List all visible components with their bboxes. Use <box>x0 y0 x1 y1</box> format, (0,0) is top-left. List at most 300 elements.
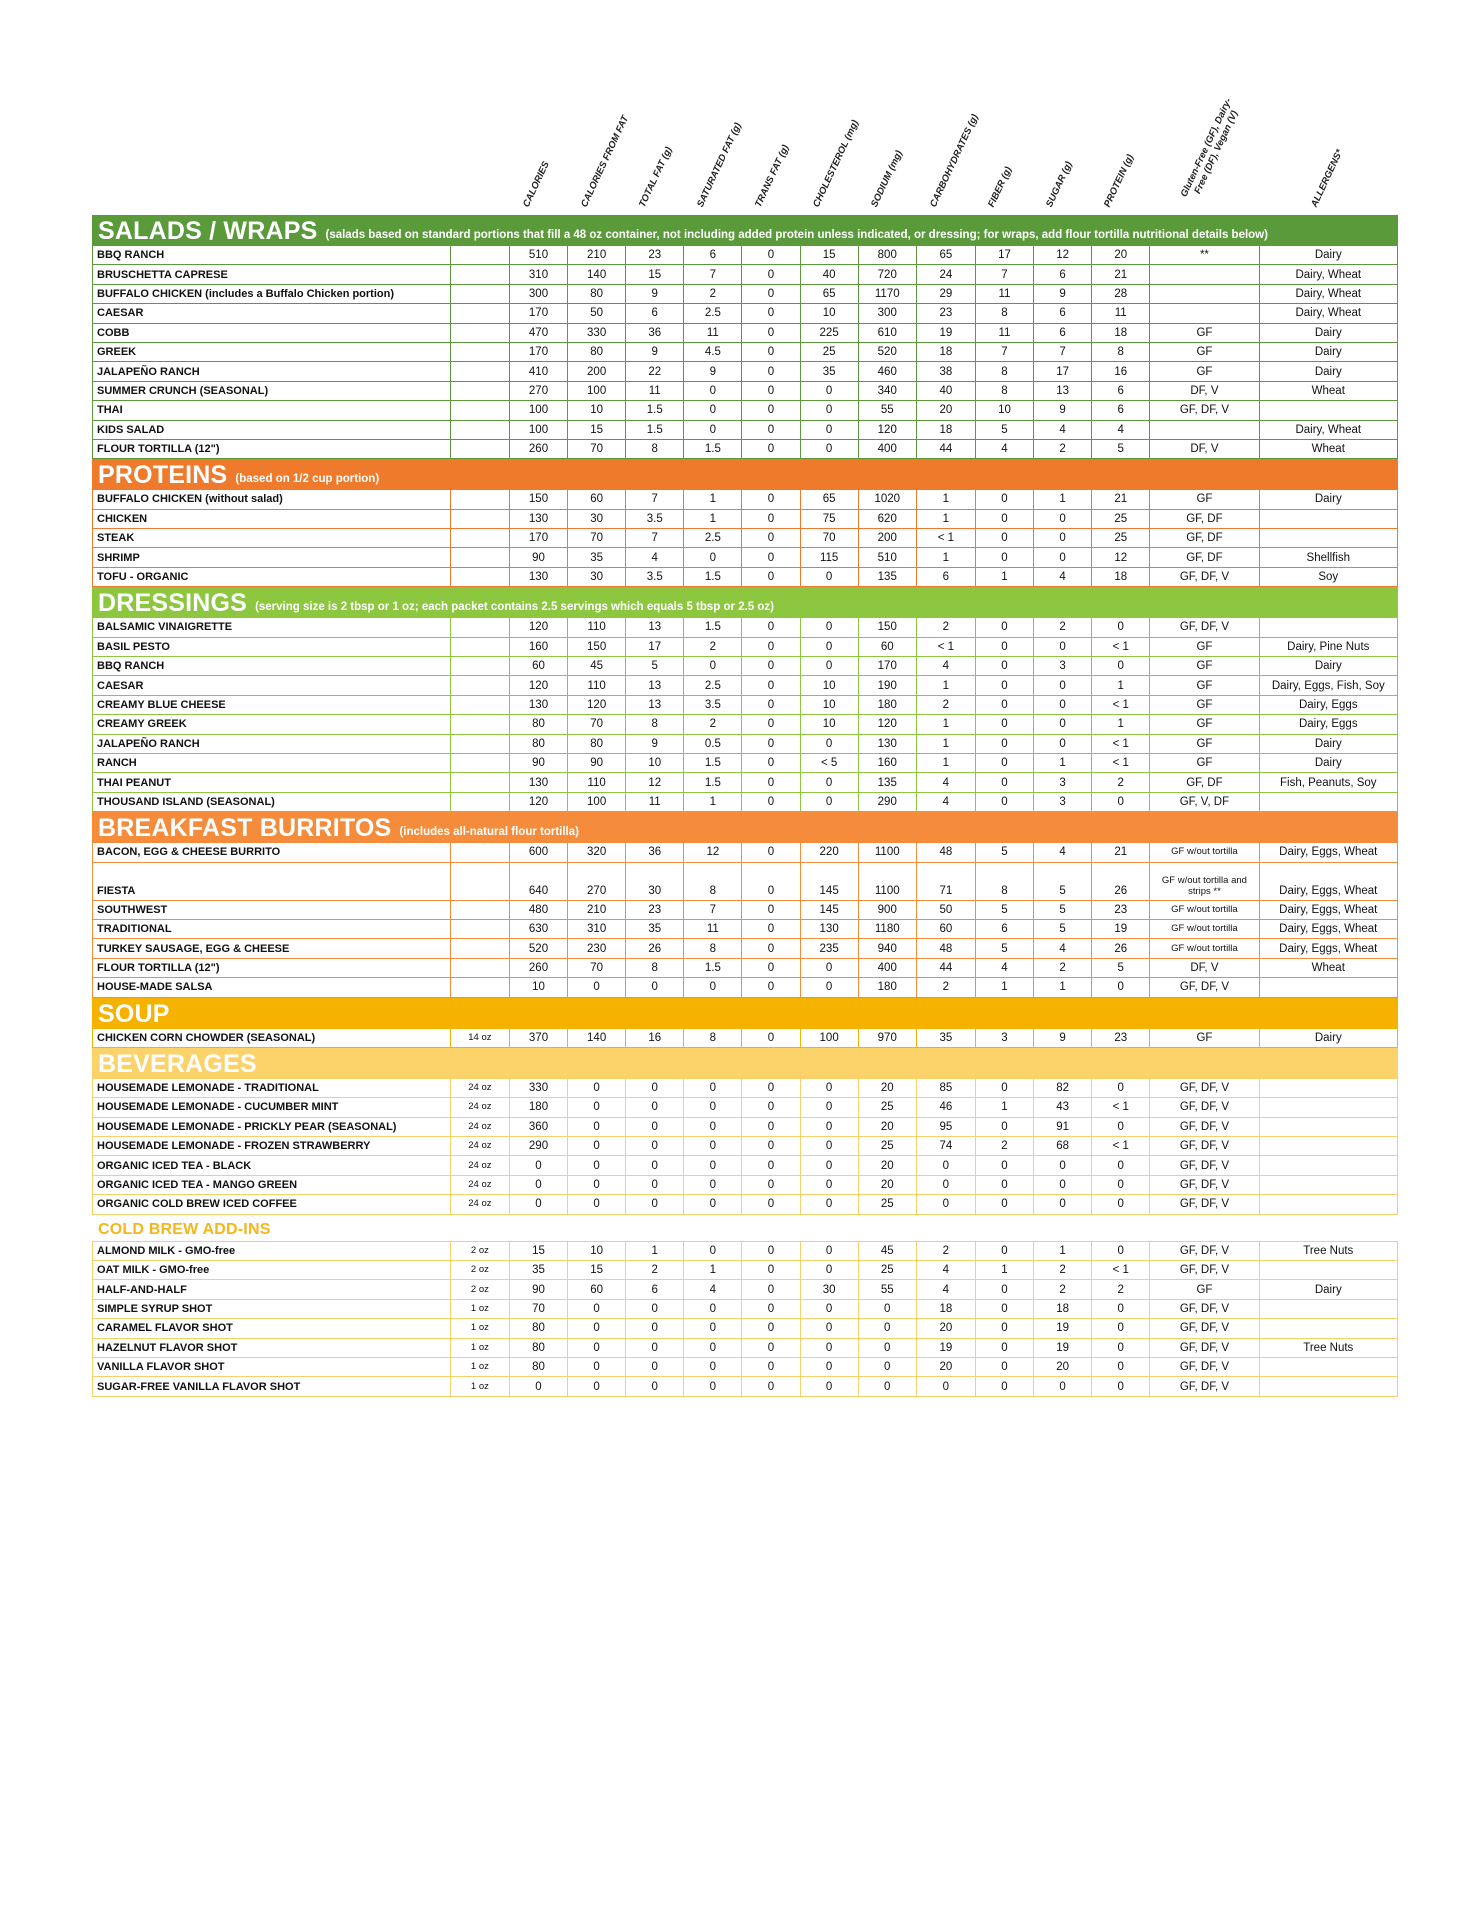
nutrient-value: 230 <box>568 939 626 958</box>
nutrient-value: 80 <box>509 1357 567 1376</box>
nutrient-value: 0 <box>742 1028 800 1047</box>
column-header-label: TRANS FAT (g) <box>753 143 792 209</box>
nutrient-value: 110 <box>568 773 626 792</box>
nutrient-value: 0 <box>568 1175 626 1194</box>
table-row <box>93 1261 1398 1280</box>
allergens: Dairy <box>1259 323 1397 342</box>
nutrient-value: 0 <box>975 1078 1033 1097</box>
table-row <box>93 978 1398 997</box>
item-name: CAESAR <box>93 676 451 695</box>
diet-flags: GF <box>1150 676 1259 695</box>
table-row <box>93 529 1398 548</box>
nutrient-value: 16 <box>626 1028 684 1047</box>
nutrient-value: 0 <box>568 1156 626 1175</box>
nutrient-value: 0 <box>684 1377 742 1396</box>
nutrient-value: 0 <box>626 1137 684 1156</box>
diet-flags: GF, DF, V <box>1150 1195 1259 1214</box>
nutrient-value: 0 <box>1034 1377 1092 1396</box>
nutrient-value: 210 <box>568 246 626 265</box>
nutrition-table <box>92 245 1398 459</box>
nutrient-value: 4.5 <box>684 342 742 361</box>
allergens: Dairy, Eggs, Wheat <box>1259 862 1397 900</box>
nutrient-value: 10 <box>800 695 858 714</box>
nutrient-value: 0 <box>800 978 858 997</box>
nutrition-table <box>92 1241 1398 1397</box>
nutrient-value: 80 <box>509 715 567 734</box>
allergens: Dairy, Wheat <box>1259 265 1397 284</box>
nutrient-value: 8 <box>626 439 684 458</box>
nutrient-value: 4 <box>916 657 975 676</box>
nutrient-value: 19 <box>916 323 975 342</box>
nutrient-value: 10 <box>800 304 858 323</box>
nutrient-value: 0 <box>626 1377 684 1396</box>
nutrient-value: 23 <box>1092 900 1150 919</box>
nutrient-value: 0 <box>742 1357 800 1376</box>
nutrient-value: 0 <box>742 919 800 938</box>
nutrient-value: 0 <box>800 1175 858 1194</box>
allergens: Dairy <box>1259 734 1397 753</box>
nutrient-value: 3.5 <box>684 695 742 714</box>
nutrient-value: 510 <box>858 548 916 567</box>
nutrient-value: 145 <box>800 900 858 919</box>
diet-flags: GF w/out tortilla <box>1150 900 1259 919</box>
nutrient-value: 7 <box>975 342 1033 361</box>
nutrient-value: 0 <box>1092 1357 1150 1376</box>
nutrient-value: 0 <box>684 1175 742 1194</box>
allergens <box>1259 1175 1397 1194</box>
nutrient-value: 9 <box>1034 1028 1092 1047</box>
nutrient-value: 10 <box>800 715 858 734</box>
nutrient-value: 0 <box>1034 529 1092 548</box>
column-header-label: SODIUM (mg) <box>869 148 905 209</box>
nutrient-value: 23 <box>626 246 684 265</box>
nutrient-value: 80 <box>568 284 626 303</box>
nutrient-value: 0 <box>975 1319 1033 1338</box>
nutrient-value: 620 <box>858 509 916 528</box>
nutrient-value: 4 <box>916 792 975 811</box>
allergens: Dairy, Eggs, Wheat <box>1259 900 1397 919</box>
diet-flags: GF w/out tortilla <box>1150 843 1259 862</box>
item-name: CHICKEN <box>93 509 451 528</box>
nutrient-value: 0 <box>742 753 800 772</box>
item-name: HOUSEMADE LEMONADE - PRICKLY PEAR (SEASONAL) <box>93 1117 451 1136</box>
nutrient-value: 3.5 <box>626 567 684 586</box>
nutrient-value: 0 <box>626 1156 684 1175</box>
serving-size <box>450 284 509 303</box>
nutrient-value: 0 <box>568 1137 626 1156</box>
table-row <box>93 1117 1398 1136</box>
allergens: Shellfish <box>1259 548 1397 567</box>
nutrient-value: 11 <box>975 323 1033 342</box>
nutrient-value: 0 <box>975 1280 1033 1299</box>
allergens: Dairy, Eggs <box>1259 715 1397 734</box>
nutrient-value: 35 <box>626 919 684 938</box>
nutrient-value: 0 <box>1092 792 1150 811</box>
diet-flags: GF <box>1150 637 1259 656</box>
nutrient-value: 4 <box>626 548 684 567</box>
nutrient-value: 170 <box>509 529 567 548</box>
allergens <box>1259 1137 1397 1156</box>
item-name: ORGANIC COLD BREW ICED COFFEE <box>93 1195 451 1214</box>
table-row <box>93 304 1398 323</box>
nutrient-value: 21 <box>1092 265 1150 284</box>
item-name: TRADITIONAL <box>93 919 451 938</box>
nutrient-value: < 1 <box>1092 1137 1150 1156</box>
nutrient-value: 0 <box>975 695 1033 714</box>
nutrient-value: 3 <box>1034 792 1092 811</box>
nutrient-value: 0 <box>975 1357 1033 1376</box>
nutrient-value: 0 <box>742 1261 800 1280</box>
nutrient-value: 0 <box>742 862 800 900</box>
table-row <box>93 1241 1398 1260</box>
nutrient-value: 21 <box>1092 490 1150 509</box>
nutrient-value: 610 <box>858 323 916 342</box>
nutrient-value: 370 <box>509 1028 567 1047</box>
diet-flags: GF, V, DF <box>1150 792 1259 811</box>
nutrient-value: 0 <box>975 618 1033 637</box>
table-row <box>93 773 1398 792</box>
nutrient-value: 0 <box>568 978 626 997</box>
nutrient-value: 8 <box>684 939 742 958</box>
item-name: BBQ RANCH <box>93 657 451 676</box>
nutrient-value: 160 <box>858 753 916 772</box>
allergens: Dairy <box>1259 342 1397 361</box>
serving-size <box>450 548 509 567</box>
nutrient-value: 630 <box>509 919 567 938</box>
nutrient-value: 12 <box>1092 548 1150 567</box>
nutrient-value: 4 <box>1034 567 1092 586</box>
item-name: HAZELNUT FLAVOR SHOT <box>93 1338 451 1357</box>
nutrient-value: 0 <box>509 1195 567 1214</box>
nutrient-value: 4 <box>1092 420 1150 439</box>
nutrient-value: 160 <box>509 637 567 656</box>
nutrient-value: 2 <box>1034 618 1092 637</box>
nutrient-value: 0 <box>1034 676 1092 695</box>
table-row <box>93 1357 1398 1376</box>
nutrient-value: 1 <box>916 490 975 509</box>
item-name: SUGAR-FREE VANILLA FLAVOR SHOT <box>93 1377 451 1396</box>
nutrient-value: 0 <box>975 657 1033 676</box>
item-name: BRUSCHETTA CAPRESE <box>93 265 451 284</box>
serving-size: 1 oz <box>450 1319 509 1338</box>
nutrient-value: 55 <box>858 1280 916 1299</box>
nutrient-value: 190 <box>858 676 916 695</box>
nutrient-value: 270 <box>509 381 567 400</box>
nutrient-value: 5 <box>1092 439 1150 458</box>
nutrient-value: 0.5 <box>684 734 742 753</box>
table-row <box>93 900 1398 919</box>
nutrient-value: 100 <box>800 1028 858 1047</box>
nutrient-value: 180 <box>509 1098 567 1117</box>
section-title: COLD BREW ADD-INS <box>98 1220 271 1238</box>
nutrient-value: 11 <box>626 381 684 400</box>
nutrient-value: 18 <box>1092 567 1150 586</box>
nutrient-value: 0 <box>684 657 742 676</box>
nutrient-value: 60 <box>509 657 567 676</box>
nutrient-value: 0 <box>1092 1195 1150 1214</box>
nutrient-value: 7 <box>1034 342 1092 361</box>
serving-size: 14 oz <box>450 1028 509 1047</box>
diet-flags: DF, V <box>1150 439 1259 458</box>
serving-size <box>450 657 509 676</box>
item-name: SOUTHWEST <box>93 900 451 919</box>
nutrient-value: 145 <box>800 862 858 900</box>
nutrient-value: 100 <box>509 420 567 439</box>
nutrient-value: 130 <box>800 919 858 938</box>
table-row <box>93 1028 1398 1047</box>
serving-size: 1 oz <box>450 1299 509 1318</box>
nutrient-value: 90 <box>568 753 626 772</box>
nutrient-value: 2 <box>684 284 742 303</box>
nutrient-value: 15 <box>568 1261 626 1280</box>
nutrient-value: 15 <box>509 1241 567 1260</box>
nutrient-value: 82 <box>1034 1078 1092 1097</box>
serving-size <box>450 529 509 548</box>
nutrient-value: 0 <box>1092 657 1150 676</box>
column-header-label: ALLERGENS* <box>1309 147 1346 209</box>
nutrient-value: 0 <box>742 1280 800 1299</box>
table-row <box>93 381 1398 400</box>
nutrient-value: 220 <box>800 843 858 862</box>
diet-flags <box>1150 420 1259 439</box>
nutrient-value: 0 <box>684 1078 742 1097</box>
nutrient-value: 0 <box>684 548 742 567</box>
nutrient-value: 48 <box>916 843 975 862</box>
table-row <box>93 637 1398 656</box>
nutrient-value: 70 <box>509 1299 567 1318</box>
item-name: GREEK <box>93 342 451 361</box>
nutrient-value: 0 <box>800 420 858 439</box>
nutrient-value: 35 <box>800 362 858 381</box>
nutrient-value: 470 <box>509 323 567 342</box>
nutrient-value: 170 <box>509 304 567 323</box>
serving-size <box>450 637 509 656</box>
nutrient-value: 1 <box>1092 676 1150 695</box>
nutrient-value: 65 <box>800 490 858 509</box>
nutrient-value: 0 <box>800 1137 858 1156</box>
nutrient-value: 60 <box>568 1280 626 1299</box>
nutrient-value: 5 <box>1092 958 1150 977</box>
nutrient-value: 18 <box>916 1299 975 1318</box>
nutrient-value: 6 <box>916 567 975 586</box>
table-row <box>93 734 1398 753</box>
nutrient-value: 7 <box>626 490 684 509</box>
nutrient-value: 91 <box>1034 1117 1092 1136</box>
nutrient-value: 0 <box>742 420 800 439</box>
nutrient-value: 70 <box>568 439 626 458</box>
nutrient-value: 12 <box>1034 246 1092 265</box>
table-row <box>93 1175 1398 1194</box>
nutrient-value: 90 <box>509 753 567 772</box>
nutrient-value: 19 <box>1092 919 1150 938</box>
nutrient-value: 260 <box>509 958 567 977</box>
item-name: JALAPEÑO RANCH <box>93 734 451 753</box>
table-row <box>93 548 1398 567</box>
column-header-row <box>92 0 1398 213</box>
table-row <box>93 362 1398 381</box>
nutrient-value: 18 <box>1034 1299 1092 1318</box>
section-title: DRESSINGS <box>98 589 248 618</box>
serving-size: 24 oz <box>450 1175 509 1194</box>
nutrient-value: 0 <box>1092 1175 1150 1194</box>
nutrient-value: 1.5 <box>626 420 684 439</box>
nutrient-value: 4 <box>1034 939 1092 958</box>
nutrient-value: 90 <box>509 548 567 567</box>
nutrient-value: 4 <box>916 773 975 792</box>
nutrient-value: 0 <box>858 1299 916 1318</box>
nutrient-value: 13 <box>626 618 684 637</box>
table-row <box>93 715 1398 734</box>
table-row <box>93 284 1398 303</box>
serving-size: 24 oz <box>450 1195 509 1214</box>
nutrient-value: 11 <box>1092 304 1150 323</box>
nutrient-value: 0 <box>684 1098 742 1117</box>
allergens: Dairy, Wheat <box>1259 304 1397 323</box>
allergens: Dairy <box>1259 490 1397 509</box>
table-row <box>93 509 1398 528</box>
diet-flags: GF <box>1150 323 1259 342</box>
nutrient-value: 970 <box>858 1028 916 1047</box>
table-row <box>93 1280 1398 1299</box>
nutrition-table <box>92 1078 1398 1215</box>
nutrient-value: 140 <box>568 1028 626 1047</box>
nutrient-value: 0 <box>742 637 800 656</box>
item-name: COBB <box>93 323 451 342</box>
table-row <box>93 939 1398 958</box>
nutrient-value: 4 <box>975 439 1033 458</box>
nutrient-value: 25 <box>858 1261 916 1280</box>
nutrient-value: 0 <box>742 509 800 528</box>
nutrient-value: 19 <box>916 1338 975 1357</box>
nutrient-value: 0 <box>742 439 800 458</box>
nutrient-value: 10 <box>975 401 1033 420</box>
nutrient-value: 800 <box>858 246 916 265</box>
section-title: PROTEINS <box>98 461 228 490</box>
nutrient-value: 44 <box>916 439 975 458</box>
nutrient-value: 2 <box>916 1241 975 1260</box>
nutrient-value: 2 <box>684 637 742 656</box>
nutrient-value: < 1 <box>916 637 975 656</box>
nutrient-value: 140 <box>568 265 626 284</box>
nutrient-value: 5 <box>626 657 684 676</box>
table-row <box>93 439 1398 458</box>
nutrient-value: 1.5 <box>684 567 742 586</box>
nutrient-value: 900 <box>858 900 916 919</box>
nutrient-value: 0 <box>916 1156 975 1175</box>
nutrient-value: 0 <box>800 1338 858 1357</box>
nutrient-value: 11 <box>975 284 1033 303</box>
diet-flags: GF, DF <box>1150 548 1259 567</box>
nutrient-value: 0 <box>684 1117 742 1136</box>
nutrient-value: 1 <box>1034 490 1092 509</box>
column-header-label: CHOLESTEROL (mg) <box>811 118 862 209</box>
serving-size <box>450 734 509 753</box>
item-name: OAT MILK - GMO-free <box>93 1261 451 1280</box>
allergens: Dairy, Eggs, Wheat <box>1259 919 1397 938</box>
table-row <box>93 657 1398 676</box>
nutrient-value: 2 <box>916 695 975 714</box>
nutrient-value: 0 <box>975 773 1033 792</box>
serving-size <box>450 715 509 734</box>
nutrient-value: 28 <box>1092 284 1150 303</box>
allergens <box>1259 1156 1397 1175</box>
nutrient-value: 2 <box>1034 1261 1092 1280</box>
serving-size <box>450 342 509 361</box>
allergens: Dairy <box>1259 1028 1397 1047</box>
nutrient-value: 130 <box>509 509 567 528</box>
item-name: SUMMER CRUNCH (SEASONAL) <box>93 381 451 400</box>
nutrient-value: 0 <box>975 734 1033 753</box>
allergens: Dairy, Wheat <box>1259 420 1397 439</box>
item-name: ORGANIC ICED TEA - MANGO GREEN <box>93 1175 451 1194</box>
nutrient-value: 30 <box>568 567 626 586</box>
nutrient-value: 170 <box>858 657 916 676</box>
nutrient-value: 3 <box>1034 773 1092 792</box>
nutrient-value: 0 <box>800 734 858 753</box>
nutrient-value: 1 <box>684 490 742 509</box>
nutrient-value: 1020 <box>858 490 916 509</box>
nutrient-value: 4 <box>1034 843 1092 862</box>
nutrient-value: 1 <box>1034 1241 1092 1260</box>
table-row <box>93 792 1398 811</box>
nutrient-value: 7 <box>684 900 742 919</box>
nutrient-value: 4 <box>975 958 1033 977</box>
table-row <box>93 843 1398 862</box>
nutrient-value: 2.5 <box>684 676 742 695</box>
nutrient-value: < 5 <box>800 753 858 772</box>
nutrient-value: 3 <box>1034 657 1092 676</box>
allergens: Tree Nuts <box>1259 1241 1397 1260</box>
nutrient-value: 18 <box>916 342 975 361</box>
nutrient-value: 210 <box>568 900 626 919</box>
nutrient-value: 20 <box>858 1156 916 1175</box>
nutrient-value: 17 <box>975 246 1033 265</box>
table-row <box>93 342 1398 361</box>
column-header-label: SATURATED FAT (g) <box>695 121 744 209</box>
nutrient-value: 135 <box>858 567 916 586</box>
nutrient-value: 330 <box>509 1078 567 1097</box>
nutrient-value: 0 <box>568 1098 626 1117</box>
section-header <box>92 1215 1398 1241</box>
nutrient-value: 0 <box>568 1338 626 1357</box>
nutrient-value: 6 <box>1034 323 1092 342</box>
item-name: JALAPEÑO RANCH <box>93 362 451 381</box>
nutrient-value: 2 <box>975 1137 1033 1156</box>
serving-size: 2 oz <box>450 1261 509 1280</box>
section-title: SALADS / WRAPS <box>98 217 318 245</box>
nutrient-value: 2 <box>1092 1280 1150 1299</box>
nutrient-value: 1170 <box>858 284 916 303</box>
serving-size <box>450 509 509 528</box>
section-title: BREAKFAST BURRITOS <box>98 814 392 843</box>
nutrient-value: 320 <box>568 843 626 862</box>
nutrient-value: 30 <box>568 509 626 528</box>
section-note: (salads based on standard portions that fill a 48 oz container, not including added protein unless indicated, or dressing; for wraps, add flour tortilla nutritional details below) <box>325 229 1268 241</box>
table-row <box>93 1377 1398 1396</box>
nutrient-value: 8 <box>684 862 742 900</box>
nutrient-value: 20 <box>858 1175 916 1194</box>
nutrient-value: 20 <box>916 401 975 420</box>
section-note: (includes all-natural flour tortilla) <box>399 826 579 839</box>
item-name: VANILLA FLAVOR SHOT <box>93 1357 451 1376</box>
nutrient-value: 85 <box>916 1078 975 1097</box>
diet-flags: GF <box>1150 362 1259 381</box>
nutrient-value: 17 <box>626 637 684 656</box>
allergens: Dairy, Wheat <box>1259 284 1397 303</box>
nutrient-value: < 1 <box>1092 637 1150 656</box>
table-row <box>93 1156 1398 1175</box>
allergens: Dairy, Eggs <box>1259 695 1397 714</box>
